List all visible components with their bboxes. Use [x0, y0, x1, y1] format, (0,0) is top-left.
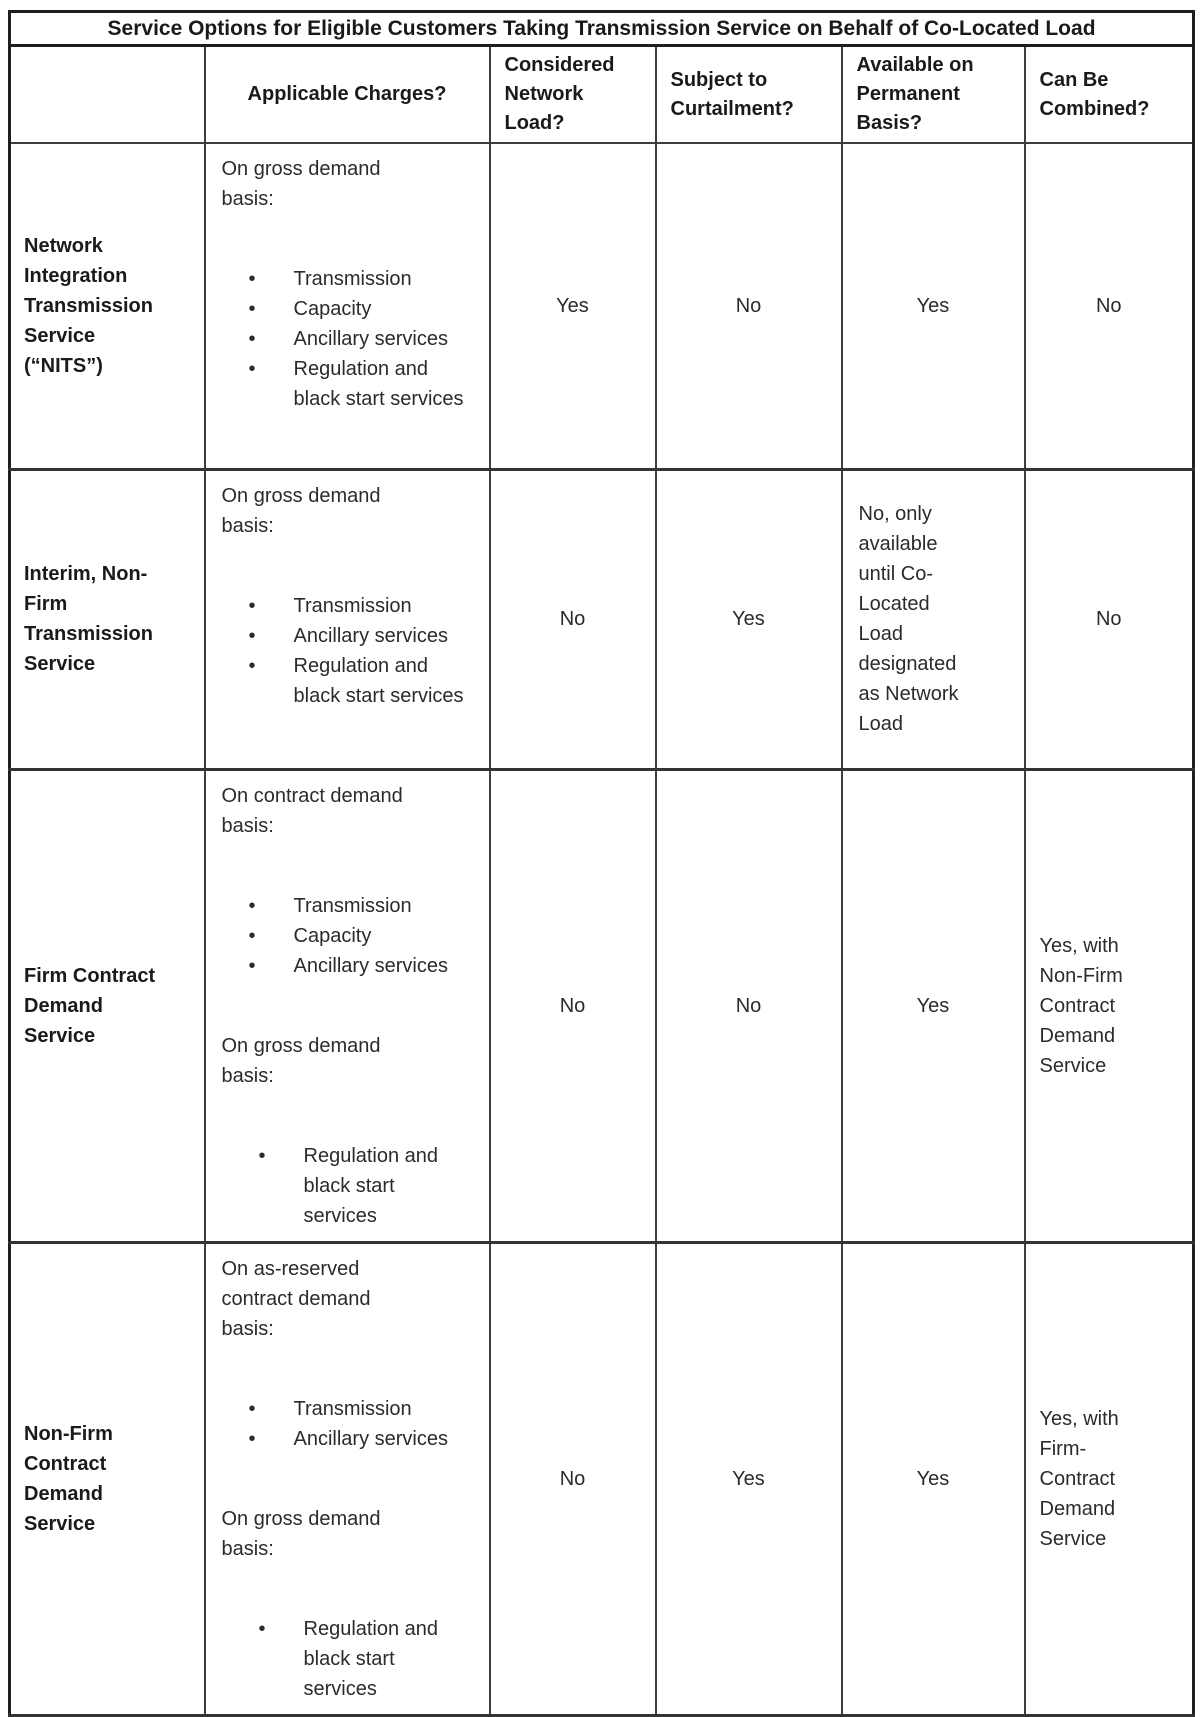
charge-item [222, 891, 467, 921]
subject-to-curtailment-value: No [656, 143, 842, 469]
bullet-icon: • [248, 894, 256, 917]
charge-item-text: Regulation and black start services [303, 1144, 439, 1227]
service-name: Network Integration Transmission Service (“NITS”) [24, 234, 153, 377]
available-permanent-basis-value: Yes [842, 769, 1025, 1242]
column-header-applicable-charges: Applicable Charges? [205, 46, 490, 144]
table-title: Service Options for Eligible Customers Taking Transmission Service on Behalf of Co-Located Load [10, 12, 1194, 46]
bullet-icon: • [248, 298, 256, 320]
column-header-available-permanent-basis [842, 46, 1025, 144]
charges-list [222, 264, 481, 414]
charge-item-text: Ancillary services [293, 328, 448, 350]
charges-list [222, 1614, 481, 1704]
available-permanent-basis-value: Yes [842, 1242, 1025, 1715]
charge-item-text: Ancillary services [293, 954, 448, 977]
service-name-cell [10, 1242, 205, 1715]
table-row-interim-non-firm [10, 469, 1194, 769]
charge-item-text: Ancillary services [293, 1427, 448, 1450]
charge-item-text: Transmission [293, 594, 412, 617]
charges-list [222, 1141, 481, 1231]
available-permanent-basis-value [842, 469, 1025, 769]
charge-item [222, 354, 467, 414]
bullet-icon: • [248, 594, 256, 617]
applicable-charges-cell [205, 469, 490, 769]
charges-intro: On gross demand basis: [221, 1034, 381, 1087]
considered-network-load-value: No [490, 769, 656, 1242]
charges-intro: On gross demand basis: [221, 1507, 381, 1560]
can-be-combined-value: No [1025, 469, 1194, 769]
charge-item-text: Ancillary services [293, 624, 448, 647]
charge-item [222, 1424, 467, 1454]
bullet-icon: • [248, 1397, 256, 1420]
service-options-table [8, 10, 1195, 1717]
charge-item [222, 921, 467, 951]
charge-item-text: Regulation and black start services [293, 654, 464, 707]
column-header-can-be-combined [1025, 46, 1194, 144]
charge-item-text: Transmission [293, 1397, 412, 1420]
table-title-row [10, 12, 1194, 46]
table-row-non-firm-contract-demand [10, 1242, 1194, 1715]
considered-network-load-value: No [490, 469, 656, 769]
applicable-charges-cell [205, 143, 490, 469]
charge-item-text: Regulation and black start services [303, 1617, 439, 1700]
service-name: Firm Contract Demand Service [24, 964, 156, 1047]
charges-list [222, 1394, 481, 1454]
charges-intro: On gross demand basis: [221, 158, 381, 210]
bullet-icon: • [248, 624, 256, 647]
charge-item [222, 1141, 467, 1231]
column-header-text: Can Be Combined? [1039, 68, 1150, 120]
column-header-text: Considered Network Load? [504, 54, 615, 134]
charge-item [222, 264, 467, 294]
applicable-charges-cell [205, 1242, 490, 1715]
available-permanent-basis-value: Yes [842, 143, 1025, 469]
charge-item [222, 324, 467, 354]
value-text: Yes, with Firm-Contract Demand Service [1039, 1407, 1119, 1550]
subject-to-curtailment-value: Yes [656, 469, 842, 769]
charge-item-text: Regulation and black start services [293, 358, 464, 410]
charge-item-text: Capacity [293, 924, 372, 947]
considered-network-load-value: Yes [490, 143, 656, 469]
charges-list [222, 891, 481, 981]
bullet-icon: • [248, 358, 256, 380]
bullet-icon: • [248, 924, 256, 947]
column-header-text: Available on Permanent Basis? [856, 54, 974, 134]
charge-item [222, 1394, 467, 1424]
value-text: Yes, with Non-Firm Contract Demand Service [1039, 934, 1123, 1077]
service-name: Interim, Non-Firm Transmission Service [24, 563, 153, 675]
charge-item [222, 1614, 467, 1704]
charge-item [222, 294, 467, 324]
bullet-icon: • [248, 268, 256, 290]
bullet-icon: • [248, 654, 256, 677]
charge-item-text: Transmission [293, 894, 412, 917]
bullet-icon: • [258, 1617, 266, 1640]
can-be-combined-value [1025, 1242, 1194, 1715]
table-row-firm-contract-demand [10, 769, 1194, 1242]
charge-item [222, 591, 467, 621]
can-be-combined-value: No [1025, 143, 1194, 469]
column-header-considered-network-load [490, 46, 656, 144]
bullet-icon: • [248, 954, 256, 977]
charge-item [222, 621, 467, 651]
column-header-blank [10, 46, 205, 144]
service-name-cell [10, 769, 205, 1242]
service-name-cell [10, 469, 205, 769]
charge-item [222, 951, 467, 981]
charges-intro: On as-reserved contract demand basis: [221, 1257, 371, 1340]
bullet-icon: • [258, 1144, 266, 1167]
column-header-row [10, 46, 1194, 144]
value-text: No, only available until Co-Located Load designated as Network Load [858, 503, 959, 735]
charge-item-text: Transmission [293, 268, 412, 290]
charges-list [222, 591, 481, 711]
charges-intro: On contract demand basis: [221, 784, 403, 837]
subject-to-curtailment-value: No [656, 769, 842, 1242]
charge-item [222, 651, 467, 711]
column-header-subject-to-curtailment: Subject to Curtailment? [656, 46, 842, 144]
service-name-cell [10, 143, 205, 469]
subject-to-curtailment-value: Yes [656, 1242, 842, 1715]
charges-intro: On gross demand basis: [221, 484, 381, 537]
charge-item-text: Capacity [293, 298, 372, 320]
can-be-combined-value [1025, 769, 1194, 1242]
considered-network-load-value: No [490, 1242, 656, 1715]
applicable-charges-cell [205, 769, 490, 1242]
bullet-icon: • [248, 1427, 256, 1450]
table-row-nits [10, 143, 1194, 469]
bullet-icon: • [248, 328, 256, 350]
service-name: Non-Firm Contract Demand Service [24, 1422, 113, 1535]
